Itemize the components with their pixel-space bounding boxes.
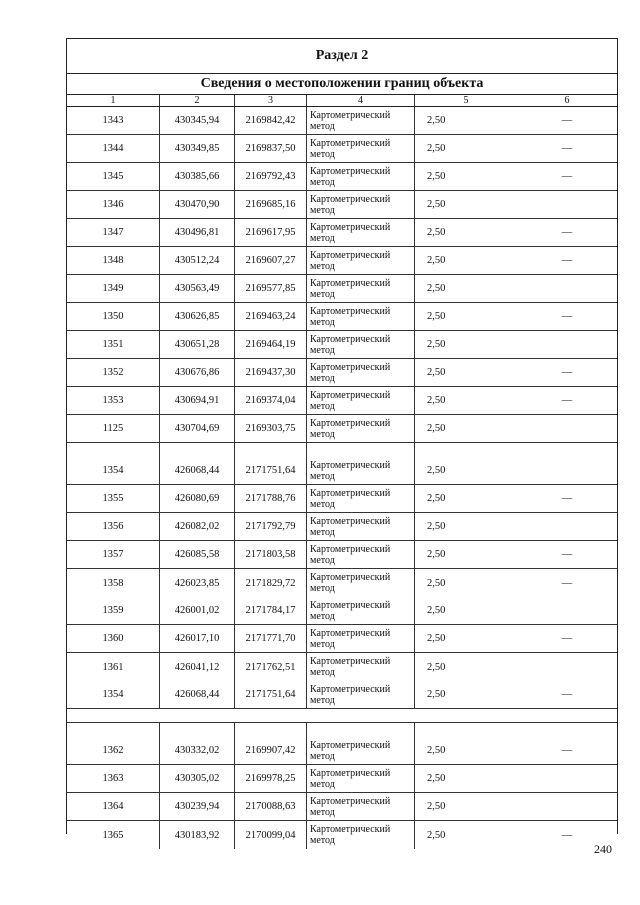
table-row [67,821,617,849]
point-number-cell: 1364 [67,793,160,820]
table-body [67,107,617,849]
table-row [67,163,617,191]
method-cell: Картометрический метод [307,135,415,162]
table-row [67,359,617,387]
x-coordinate-cell: 430651,28 [160,331,235,358]
point-number-cell: 1343 [67,107,160,134]
accuracy-cell: 2,50 [427,773,446,784]
table-row [67,681,617,709]
accuracy-cell: 2,50 [427,829,446,841]
table-row [67,541,617,569]
accuracy-cell: 2,50 [427,465,446,476]
accuracy-cell: 2,50 [427,367,446,378]
document-table [66,38,618,846]
y-coordinate-cell: 2169437,30 [235,359,307,386]
y-coordinate-cell: 2171829,72 [235,569,307,597]
x-coordinate-cell: 430349,85 [160,135,235,162]
x-coordinate-cell: 430305,02 [160,765,235,792]
method-cell: Картометрический метод [307,303,415,330]
table-row [67,107,617,135]
method-cell: Картометрический метод [307,191,415,218]
table-row [67,415,617,443]
table-row [67,219,617,247]
column-number: 3 [235,95,307,106]
x-coordinate-cell: 430694,91 [160,387,235,414]
y-coordinate-cell: 2171788,76 [235,485,307,512]
table-row [67,303,617,331]
point-number-cell: 1348 [67,247,160,274]
table-row [67,597,617,625]
table-row [67,331,617,359]
point-number-cell: 1359 [67,597,160,624]
point-number-cell: 1363 [67,765,160,792]
description-cell: — [561,745,573,756]
table-row [67,793,617,821]
column-number: 4 [307,95,415,106]
description-cell [517,331,617,358]
method-cell: Картометрический метод [307,541,415,568]
point-number-cell: 1353 [67,387,160,414]
description-cell: — [561,395,573,406]
column-numbers [67,95,617,107]
y-coordinate-cell: 2169792,43 [235,163,307,190]
x-coordinate-cell: 426041,12 [160,653,235,681]
y-coordinate-cell: 2169303,75 [235,415,307,442]
accuracy-cell: 2,50 [427,255,446,266]
accuracy-cell: 2,50 [427,171,446,182]
method-cell: Картометрический метод [307,821,415,849]
y-coordinate-cell: 2169907,42 [235,723,307,764]
method-cell: Картометрический метод [307,247,415,274]
x-coordinate-cell: 430345,94 [160,107,235,134]
method-cell: Картометрический метод [307,443,415,484]
description-cell [517,597,617,624]
table-row [67,443,617,485]
y-coordinate-cell: 2169978,25 [235,765,307,792]
point-number-cell: 1349 [67,275,160,302]
point-number-cell: 1356 [67,513,160,540]
column-number: 5 [463,94,469,106]
point-number-cell: 1361 [67,653,160,681]
method-cell: Картометрический метод [307,793,415,820]
accuracy-cell: 2,50 [427,283,446,294]
description-cell: — [561,493,573,504]
y-coordinate-cell: 2169617,95 [235,219,307,246]
description-cell [517,653,617,681]
point-number-cell: 1365 [67,821,160,849]
description-cell [517,191,617,218]
x-coordinate-cell: 430626,85 [160,303,235,330]
point-number-cell: 1346 [67,191,160,218]
description-cell: — [561,367,573,378]
method-cell: Картометрический метод [307,107,415,134]
accuracy-cell: 2,50 [427,661,446,673]
y-coordinate-cell: 2169464,19 [235,331,307,358]
point-number-cell: 1355 [67,485,160,512]
description-cell [517,793,617,820]
accuracy-cell: 2,50 [427,605,446,616]
x-coordinate-cell: 430704,69 [160,415,235,442]
accuracy-cell: 2,50 [427,493,446,504]
x-coordinate-cell: 430332,02 [160,723,235,764]
y-coordinate-cell: 2171803,58 [235,541,307,568]
y-coordinate-cell: 2169685,16 [235,191,307,218]
table-row [67,653,617,681]
table-row [67,723,617,765]
method-cell: Картометрический метод [307,415,415,442]
x-coordinate-cell: 426082,02 [160,513,235,540]
accuracy-cell: 2,50 [427,227,446,238]
description-cell: — [561,577,573,589]
description-cell: — [561,633,573,644]
table-row [67,569,617,597]
description-cell: — [561,143,573,154]
point-number-cell: 1347 [67,219,160,246]
x-coordinate-cell: 430239,94 [160,793,235,820]
description-cell [517,765,617,792]
accuracy-cell: 2,50 [427,199,446,210]
accuracy-cell: 2,50 [427,311,446,322]
method-cell: Картометрический метод [307,625,415,652]
y-coordinate-cell: 2169842,42 [235,107,307,134]
method-cell: Картометрический метод [307,569,415,597]
method-cell: Картометрический метод [307,275,415,302]
point-number-cell: 1351 [67,331,160,358]
method-cell: Картометрический метод [307,681,415,708]
description-cell: — [561,549,573,560]
point-number-cell: 1350 [67,303,160,330]
table-row [67,247,617,275]
y-coordinate-cell: 2169463,24 [235,303,307,330]
accuracy-cell: 2,50 [427,689,446,700]
table-row [67,485,617,513]
table-row [67,275,617,303]
section-title: Раздел 2 [67,39,617,74]
y-coordinate-cell: 2169837,50 [235,135,307,162]
description-cell [517,443,617,484]
x-coordinate-cell: 430676,86 [160,359,235,386]
y-coordinate-cell: 2171771,70 [235,625,307,652]
y-coordinate-cell: 2170088,63 [235,793,307,820]
table-row [67,513,617,541]
accuracy-cell: 2,50 [427,577,446,589]
point-number-cell: 1360 [67,625,160,652]
accuracy-cell: 2,50 [427,143,446,154]
method-cell: Картометрический метод [307,765,415,792]
y-coordinate-cell: 2171792,79 [235,513,307,540]
y-coordinate-cell: 2169607,27 [235,247,307,274]
blank-row [67,709,617,723]
table-row [67,135,617,163]
x-coordinate-cell: 426023,85 [160,569,235,597]
y-coordinate-cell: 2169577,85 [235,275,307,302]
description-cell: — [561,255,573,266]
x-coordinate-cell: 430470,90 [160,191,235,218]
x-coordinate-cell: 430385,66 [160,163,235,190]
point-number-cell: 1354 [67,443,160,484]
method-cell: Картометрический метод [307,331,415,358]
point-number-cell: 1125 [67,415,160,442]
description-cell: — [561,115,573,126]
description-cell [517,275,617,302]
y-coordinate-cell: 2171784,17 [235,597,307,624]
page-number: 240 [594,842,612,856]
x-coordinate-cell: 426068,44 [160,443,235,484]
point-number-cell: 1362 [67,723,160,764]
method-cell: Картометрический метод [307,485,415,512]
column-number: 2 [160,95,235,106]
accuracy-cell: 2,50 [427,521,446,532]
method-cell: Картометрический метод [307,219,415,246]
description-cell: — [561,311,573,322]
x-coordinate-cell: 430512,24 [160,247,235,274]
method-cell: Картометрический метод [307,653,415,681]
method-cell: Картометрический метод [307,597,415,624]
x-coordinate-cell: 426068,44 [160,681,235,708]
column-number: 6 [564,94,570,106]
accuracy-cell: 2,50 [427,745,446,756]
accuracy-cell: 2,50 [427,633,446,644]
x-coordinate-cell: 426080,69 [160,485,235,512]
y-coordinate-cell: 2169374,04 [235,387,307,414]
x-coordinate-cell: 426017,10 [160,625,235,652]
method-cell: Картометрический метод [307,513,415,540]
x-coordinate-cell: 430563,49 [160,275,235,302]
x-coordinate-cell: 430496,81 [160,219,235,246]
point-number-cell: 1358 [67,569,160,597]
x-coordinate-cell: 430183,92 [160,821,235,849]
description-cell: — [561,227,573,238]
point-number-cell: 1345 [67,163,160,190]
description-cell [517,513,617,540]
y-coordinate-cell: 2171762,51 [235,653,307,681]
description-cell: — [561,689,573,700]
y-coordinate-cell: 2170099,04 [235,821,307,849]
accuracy-cell: 2,50 [427,395,446,406]
y-coordinate-cell: 2171751,64 [235,681,307,708]
x-coordinate-cell: 426085,58 [160,541,235,568]
point-number-cell: 1354 [67,681,160,708]
point-number-cell: 1352 [67,359,160,386]
accuracy-cell: 2,50 [427,549,446,560]
description-cell: — [561,171,573,182]
method-cell: Картометрический метод [307,387,415,414]
accuracy-cell: 2,50 [427,339,446,350]
table-title: Сведения о местоположении границ объекта [67,74,617,95]
x-coordinate-cell: 426001,02 [160,597,235,624]
description-cell [517,415,617,442]
table-row [67,765,617,793]
point-number-cell: 1344 [67,135,160,162]
description-cell: — [561,829,573,841]
table-row [67,387,617,415]
accuracy-cell: 2,50 [427,801,446,812]
method-cell: Картометрический метод [307,163,415,190]
point-number-cell: 1357 [67,541,160,568]
accuracy-cell: 2,50 [427,423,446,434]
accuracy-cell: 2,50 [427,115,446,126]
table-row [67,191,617,219]
method-cell: Картометрический метод [307,359,415,386]
column-number: 1 [67,95,160,106]
method-cell: Картометрический метод [307,723,415,764]
table-row [67,625,617,653]
y-coordinate-cell: 2171751,64 [235,443,307,484]
